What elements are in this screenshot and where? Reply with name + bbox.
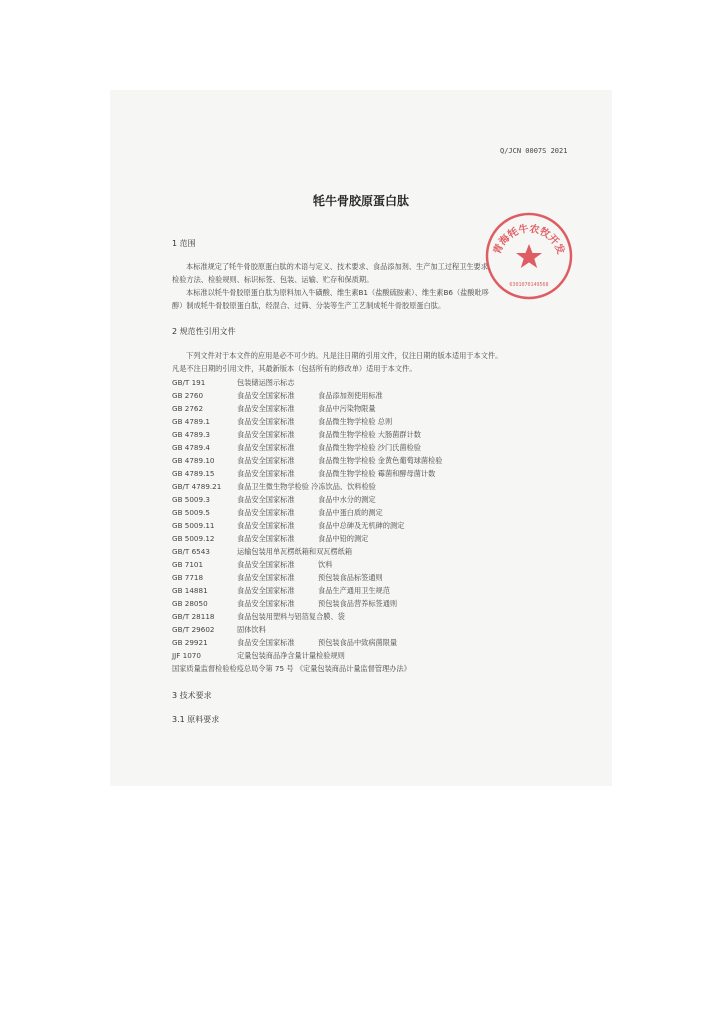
ref-standard: 食品安全国家标准 [237, 521, 295, 530]
seal-text: 青海牦牛农牧开发 [492, 223, 566, 257]
ref-name: 食品中水分的测定 [318, 495, 376, 504]
ref-standard: 食品安全国家标准 [237, 508, 295, 517]
ref-code: GB/T 191 [172, 378, 206, 387]
ref-standard: 运输包装用单瓦楞纸箱和双瓦楞纸箱 [237, 547, 353, 556]
ref-standard: 食品安全国家标准 [237, 469, 295, 478]
ref-standard: 食品卫生微生物学检验 冷冻饮品、饮料检验 [237, 482, 376, 491]
section-3-heading: 3 技术要求 [172, 691, 212, 700]
ref-name: 食品中污染物限量 [318, 404, 376, 413]
ref-name: 食品添加剂使用标准 [318, 391, 383, 400]
ref-standard: 包装储运图示标志 [237, 378, 295, 387]
reference-row-regulation: 国家质量监督检验检疫总局令第 75 号 《定量包装商品计量监督管理办法》 [172, 664, 411, 673]
ref-standard: 食品安全国家标准 [237, 417, 295, 426]
ref-standard: 食品安全国家标准 [237, 391, 295, 400]
ref-code: GB 5009.11 [172, 521, 215, 530]
section-2-heading: 2 规范性引用文件 [172, 327, 236, 336]
ref-code: GB/T 6543 [172, 547, 210, 556]
ref-code: GB 4789.4 [172, 443, 210, 452]
ref-code: GB 4789.10 [172, 456, 215, 465]
ref-code: GB 5009.3 [172, 495, 210, 504]
seal-number: 6301070149568 [509, 282, 549, 288]
ref-name: 食品微生物学检验 大肠菌群计数 [318, 430, 421, 439]
section-2-intro-line2: 凡是不注日期的引用文件，其最新版本（包括所有的修改单）适用于本文件。 [172, 364, 417, 373]
ref-name: 饮料 [318, 560, 333, 569]
ref-code: GB 4789.3 [172, 430, 210, 439]
section-2-intro-line1: 下列文件对于本文件的应用是必不可少的。凡是注日期的引用文件，仅注日期的版本适用于本文件。 [186, 351, 503, 360]
company-seal [483, 210, 575, 302]
ref-name: 预包装食品标签通则 [318, 573, 383, 582]
ref-name: 预包装食品中致病菌限量 [318, 638, 398, 647]
ref-code: GB 14881 [172, 586, 208, 595]
ref-code: GB 5009.5 [172, 508, 210, 517]
ref-name: 食品微生物学检验 霉菌和酵母菌计数 [318, 469, 436, 478]
ref-standard: 定量包装商品净含量计量检验规则 [237, 651, 345, 660]
ref-standard: 食品安全国家标准 [237, 638, 295, 647]
ref-code: GB 4789.15 [172, 469, 215, 478]
ref-code: GB 4789.1 [172, 417, 210, 426]
ref-name: 食品中总砷及无机砷的测定 [318, 521, 405, 530]
ref-code: JJF 1070 [172, 651, 201, 660]
ref-standard: 食品安全国家标准 [237, 443, 295, 452]
ref-name: 食品微生物学检验 总则 [318, 417, 393, 426]
ref-code: GB/T 29602 [172, 625, 215, 634]
ref-code: GB 28050 [172, 599, 208, 608]
ref-code: GB 5009.12 [172, 534, 215, 543]
standard-code: Q/JCN 0007S 2021 [500, 147, 568, 155]
ref-standard: 食品安全国家标准 [237, 404, 295, 413]
ref-standard: 固体饮料 [237, 625, 266, 634]
ref-standard: 食品安全国家标准 [237, 573, 295, 582]
section-3-1-heading: 3.1 原料要求 [172, 715, 220, 724]
seal-star-icon [516, 244, 542, 268]
ref-standard: 食品安全国家标准 [237, 534, 295, 543]
ref-code: GB 2762 [172, 404, 204, 413]
section-1-para2-line2: 醇）制成牦牛骨胶原蛋白肽，经混合、过筛、分装等生产工艺制成牦牛骨胶原蛋白肽。 [172, 301, 446, 310]
section-1-heading: 1 范围 [172, 239, 196, 248]
ref-name: 食品生产通用卫生规范 [318, 586, 390, 595]
document-page [110, 90, 612, 786]
ref-standard: 食品包装用塑料与铝箔复合膜、袋 [237, 612, 345, 621]
section-1-para1-line2: 检验方法、检验规则、标识标签、包装、运输、贮存和保质期。 [172, 275, 374, 284]
ref-code: GB 7718 [172, 573, 204, 582]
ref-name: 食品微生物学检验 沙门氏菌检验 [318, 443, 421, 452]
ref-standard: 食品安全国家标准 [237, 430, 295, 439]
ref-standard: 食品安全国家标准 [237, 599, 295, 608]
ref-name: 食品微生物学检验 金黄色葡萄球菌检验 [318, 456, 443, 465]
ref-code: GB/T 28118 [172, 612, 215, 621]
ref-code: GB 7101 [172, 560, 204, 569]
section-1-para2-line1: 本标准以牦牛骨胶原蛋白肽为原料加入牛磺酸、维生素B1（盐酸硫胺素）、维生素B6（盐酸吡哆 [186, 288, 489, 297]
ref-standard: 食品安全国家标准 [237, 495, 295, 504]
ref-name: 预包装食品营养标签通则 [318, 599, 398, 608]
ref-standard: 食品安全国家标准 [237, 456, 295, 465]
ref-standard: 食品安全国家标准 [237, 560, 295, 569]
ref-standard: 食品安全国家标准 [237, 586, 295, 595]
document-title: 牦牛骨胶原蛋白肽 [312, 194, 409, 208]
ref-code: GB 2760 [172, 391, 204, 400]
ref-code: GB/T 4789.21 [172, 482, 222, 491]
section-1-para1-line1: 本标准规定了牦牛骨胶原蛋白肽的术语与定义、技术要求、食品添加剂、生产加工过程卫生要求、 [186, 262, 496, 271]
ref-name: 食品中蛋白质的测定 [318, 508, 383, 517]
ref-code: GB 29921 [172, 638, 208, 647]
ref-name: 食品中铅的测定 [318, 534, 369, 543]
